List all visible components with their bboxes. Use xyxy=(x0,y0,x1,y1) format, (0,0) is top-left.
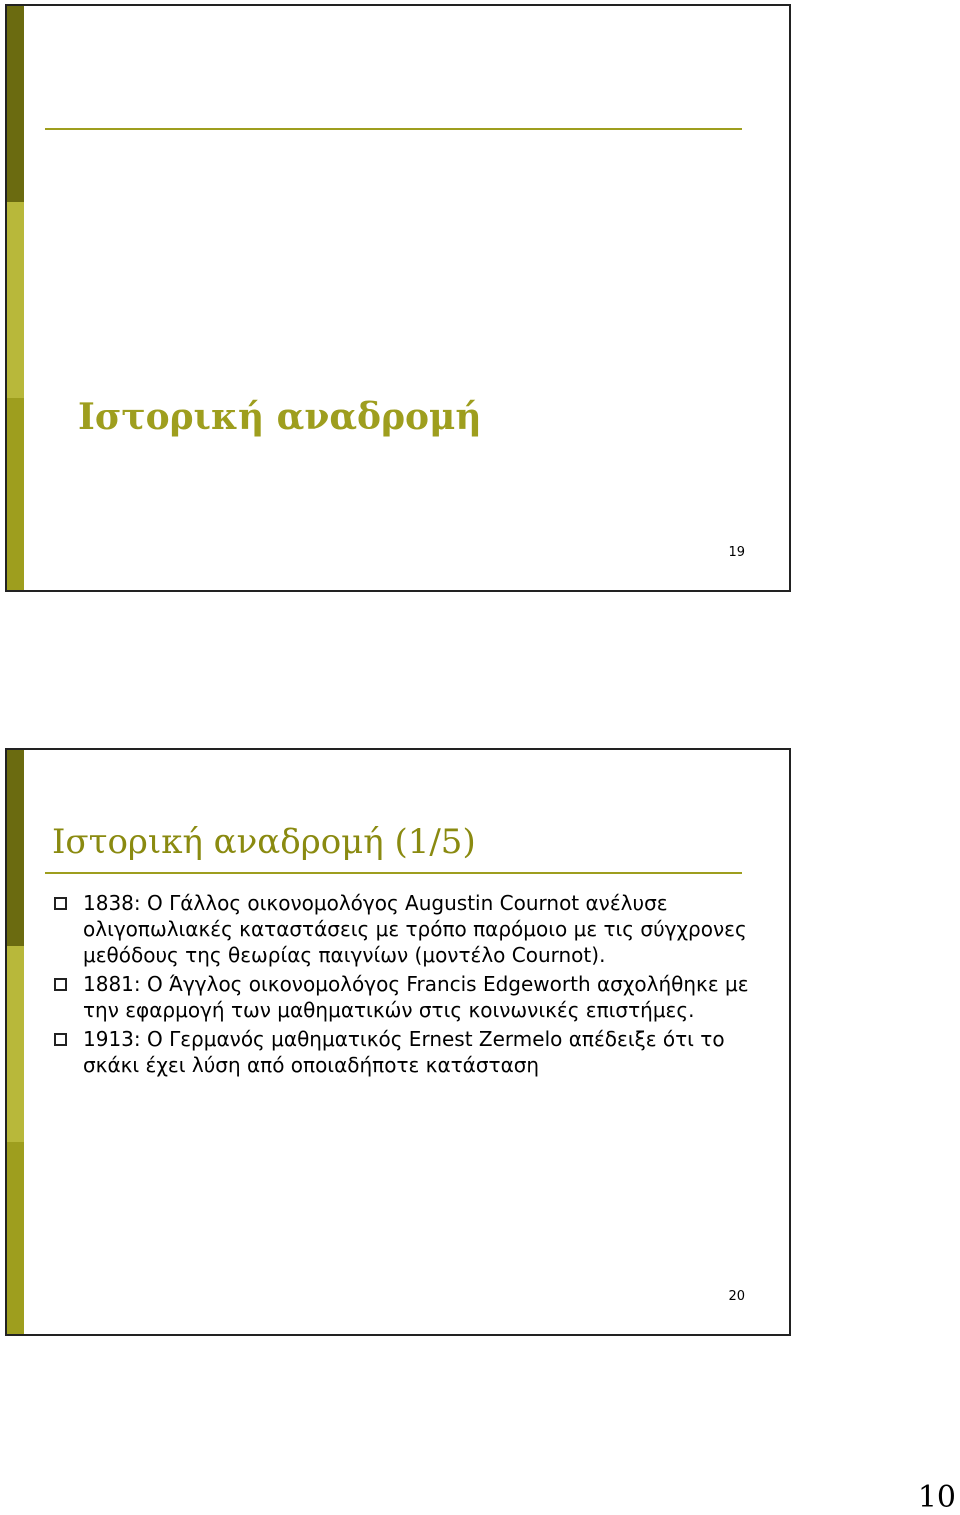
slide-title: Ιστορική αναδρομή (1/5) xyxy=(52,822,476,862)
title-rule xyxy=(45,128,742,130)
slide-sidebar xyxy=(7,750,24,1334)
slide-sidebar xyxy=(7,6,24,590)
slide-20 xyxy=(5,748,791,1336)
bullet-list xyxy=(54,890,774,1081)
document-page-number: 10 xyxy=(917,1480,956,1515)
title-rule xyxy=(45,872,742,874)
square-bullet-icon xyxy=(54,897,67,910)
slide-19 xyxy=(5,4,791,592)
bullet-text: 1913: Ο Γερμανός μαθηματικός Ernest Zermelo απέδειξε ότι το σκάκι έχει λύση από οποιαδήποτε κατάσταση xyxy=(83,1027,725,1077)
slide-page-number: 20 xyxy=(728,1289,745,1304)
bullet-text: 1881: Ο Άγγλος οικονομολόγος Francis Edgeworth ασχολήθηκε με την εφαρμογή των μαθηματικών στις κοινωνικές επιστήμες. xyxy=(83,972,749,1022)
list-item xyxy=(54,1026,774,1078)
slide-page-number: 19 xyxy=(728,545,745,560)
square-bullet-icon xyxy=(54,978,67,991)
list-item xyxy=(54,890,774,968)
square-bullet-icon xyxy=(54,1033,67,1046)
list-item xyxy=(54,971,774,1023)
slide-title: Ιστορική αναδρομή xyxy=(78,396,482,438)
bullet-text: 1838: O Γάλλος οικονομολόγος Augustin Cournot ανέλυσε ολιγοπωλιακές καταστάσεις με τρόπο παρόμοιο με τις σύγχρονες μεθόδους της θεωρίας παιγνίων (μοντέλο Cournot). xyxy=(83,891,747,967)
